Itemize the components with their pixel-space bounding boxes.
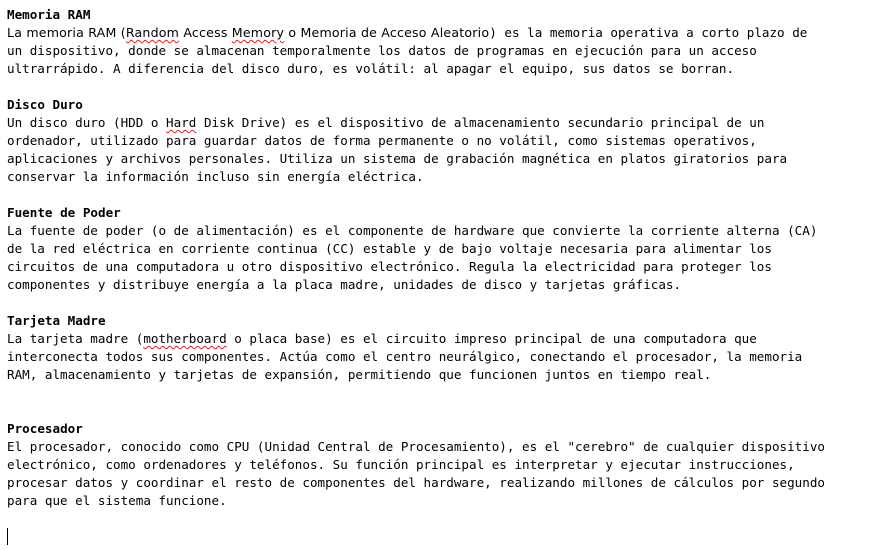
document-body[interactable] [7,6,878,510]
paragraph-line [7,456,877,474]
misspelled-word: motherboard [143,331,227,346]
text-run: La fuente de poder (o de alimentación) es el componente de hardware que convierte la corriente alterna (CA) [7,223,818,238]
text-run: de la red eléctrica en corriente continua (CC) estable y de bajo voltaje necesaria para alimentar los [7,241,772,256]
paragraph-line [7,132,877,150]
paragraph-line [7,276,877,294]
text-run: ordenador, utilizado para guardar datos de forma permanente o no volátil, como sistemas operativos, [7,133,757,148]
text-run: La tarjeta madre ( [7,331,144,346]
section-fuente-de-poder [7,204,878,294]
text-run: procesar datos y coordinar el resto de componentes del hardware, realizando millones de cálculos por segundo [7,475,825,490]
paragraph-line [7,438,877,456]
text-run: circuitos de una computadora u otro dispositivo electrónico. Regula la electricidad para proteger los [7,259,772,274]
text-run: Un disco duro (HDD o [7,115,167,130]
text-run: RAM, almacenamiento y tarjetas de expansión, permitiendo que funcionen juntos en tiempo real. [7,367,712,382]
paragraph-line [7,42,877,60]
paragraph-line [7,240,877,258]
paragraph-line [7,330,877,348]
section-memoria-ram [7,6,878,78]
paragraph-line [7,348,877,366]
section-heading: Disco Duro [7,97,83,112]
text-run: un dispositivo, donde se almacenan temporalmente los datos de programas en ejecución para un acceso [7,43,757,58]
paragraph-line [7,60,877,78]
paragraph-line [7,222,877,240]
misspelled-word: Random [125,25,180,40]
section-heading: Fuente de Poder [7,205,121,220]
section-heading: Memoria RAM [7,7,91,22]
text-run: ) es la memoria operativa a corto plazo de [489,25,808,40]
misspelled-word: Memory [231,25,285,40]
section-disco-duro [7,96,878,186]
text-run: electrónico, como ordenadores y teléfonos. Su función principal es interpretar y ejecutar instrucciones, [7,457,795,472]
text-run: interconecta todos sus componentes. Actúa como el centro neurálgico, conectando el procesador, la memoria [7,349,803,364]
text-run: La memoria RAM ( [7,25,126,40]
paragraph-line [7,150,877,168]
text-cursor [7,528,8,545]
paragraph-line [7,474,877,492]
text-run: componentes y distribuye energía a la placa madre, unidades de disco y tarjetas gráficas. [7,277,682,292]
paragraph-line [7,492,877,510]
section-tarjeta-madre [7,312,878,384]
section-heading: Tarjeta Madre [7,313,106,328]
paragraph-line [7,114,877,132]
misspelled-word: Hard [166,115,197,130]
text-run: aplicaciones y archivos personales. Utiliza un sistema de grabación magnética en platos giratorios para [7,151,788,166]
text-run: ultrarrápido. A diferencia del disco duro, es volátil: al apagar el equipo, sus datos se borran. [7,61,735,76]
paragraph-line [7,168,877,186]
paragraph-line [7,258,877,276]
text-run: Access [179,25,232,40]
text-run: o placa base) es el circuito impreso principal de una computadora que [226,331,757,346]
text-run: conservar la información incluso sin energía eléctrica. [7,169,424,184]
text-run: Disk Drive) es el dispositivo de almacenamiento secundario principal de un [196,115,765,130]
paragraph-line [7,366,877,384]
section-procesador [7,420,878,510]
paragraph-line [7,24,877,42]
text-run: El procesador, conocido como CPU (Unidad Central de Procesamiento), es el "cerebro" de cualquier dispositivo [7,439,825,454]
text-run: para que el sistema funcione. [7,493,227,508]
section-heading: Procesador [7,421,83,436]
text-run: o Memoria de Acceso Aleatorio [284,25,490,40]
